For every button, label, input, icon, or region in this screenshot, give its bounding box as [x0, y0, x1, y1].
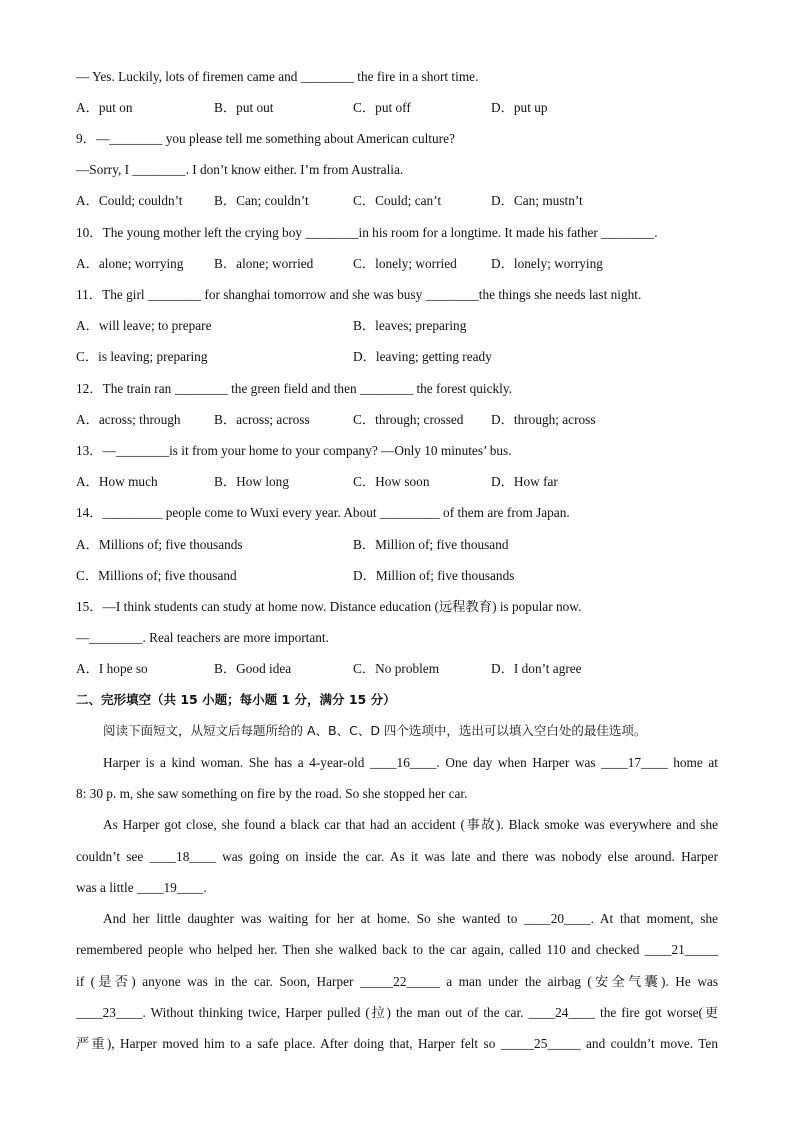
- option-d: D．leaving; getting ready: [353, 349, 492, 364]
- cloze-instructions: 阅读下面短文，从短文后每题所给的 A、B、C、D 四个选项中，选出可以填入空白处的最佳选项。: [103, 723, 647, 738]
- passage-line: ____23____. Without thinking twice, Harper pulled (拉) the man out of the car. ____24____ the fire got worse(更: [76, 1005, 718, 1020]
- option-c: C．Millions of; five thousand: [76, 568, 237, 583]
- option-a: A．alone; worrying: [76, 256, 184, 271]
- question-12-stem: 12．The train ran ________ the green field and then ________ the forest quickly.: [76, 381, 512, 396]
- option-a: A．I hope so: [76, 661, 148, 676]
- option-b: B．How long: [214, 474, 289, 489]
- option-d: D．lonely; worrying: [491, 256, 603, 271]
- passage-line: 严重), Harper moved him to a safe place. After doing that, Harper felt so _____25_____ and couldn’t move. Ten: [76, 1036, 718, 1051]
- option-b: B．leaves; preparing: [353, 318, 467, 333]
- option-b: B．Million of; five thousand: [353, 537, 509, 552]
- option-d: D．Can; mustn’t: [491, 193, 583, 208]
- question-13-stem: 13．—________is it from your home to your company? —Only 10 minutes’ bus.: [76, 443, 512, 458]
- passage-line: As Harper got close, she found a black car that had an accident (事故). Black smoke was everywhere and she: [103, 817, 718, 832]
- option-c: C．No problem: [353, 661, 440, 676]
- option-a: A．put on: [76, 100, 133, 115]
- option-b: B．across; across: [214, 412, 310, 427]
- option-c: C．put off: [353, 100, 411, 115]
- passage-line: was a little ____19____.: [76, 880, 207, 895]
- option-d: D．I don’t agree: [491, 661, 582, 676]
- option-a: A．across; through: [76, 412, 181, 427]
- option-b: B．put out: [214, 100, 274, 115]
- question-11-stem: 11．The girl ________ for shanghai tomorrow and she was busy ________the things she needs last night.: [76, 287, 642, 302]
- passage-line: Harper is a kind woman. She has a 4-year-old ____16____. One day when Harper was ____17____ home at: [103, 755, 718, 770]
- passage-line: couldn’t see ____18____ was going on inside the car. As it was late and there was nobody else around. Harper: [76, 849, 718, 864]
- question-10-stem: 10．The young mother left the crying boy ________in his room for a longtime. It made his father ________.: [76, 225, 658, 240]
- option-d: D．put up: [491, 100, 548, 115]
- question-15-stem: 15．—I think students can study at home now. Distance education (远程教育) is popular now.: [76, 599, 582, 614]
- option-d: D．through; across: [491, 412, 596, 427]
- option-b: B．Can; couldn’t: [214, 193, 309, 208]
- option-b: B．alone; worried: [214, 256, 314, 271]
- option-b: B．Good idea: [214, 661, 292, 676]
- passage-line: remembered people who helped her. Then she walked back to the car again, called 110 and checked ____21_____: [76, 942, 718, 957]
- option-a: A．will leave; to prepare: [76, 318, 212, 333]
- option-c: C．is leaving; preparing: [76, 349, 208, 364]
- question-15-reply: —________. Real teachers are more important.: [76, 630, 329, 645]
- passage-line: 8: 30 p. m, she saw something on fire by the road. So she stopped her car.: [76, 786, 468, 801]
- option-a: A．Millions of; five thousands: [76, 537, 243, 552]
- option-a: A．How much: [76, 474, 158, 489]
- option-c: C．through; crossed: [353, 412, 464, 427]
- question-14-stem: 14．_________ people come to Wuxi every year. About _________ of them are from Japan.: [76, 505, 570, 520]
- question-8-answer-line: — Yes. Luckily, lots of firemen came and ________ the fire in a short time.: [76, 69, 479, 84]
- option-c: C．How soon: [353, 474, 430, 489]
- option-d: D．How far: [491, 474, 558, 489]
- option-d: D．Million of; five thousands: [353, 568, 515, 583]
- passage-line: if (是否) anyone was in the car. Soon, Harper _____22_____ a man under the airbag (安全气囊). He was: [76, 974, 718, 989]
- option-c: C．Could; can’t: [353, 193, 442, 208]
- question-9-reply: —Sorry, I ________. I don’t know either. I’m from Australia.: [76, 162, 404, 177]
- passage-line: And her little daughter was waiting for her at home. So she wanted to ____20____. At that moment, she: [103, 911, 718, 926]
- section-heading-cloze: 二、完形填空（共 15 小题；每小题 1 分，满分 15 分）: [76, 692, 396, 707]
- option-a: A．Could; couldn’t: [76, 193, 183, 208]
- option-c: C．lonely; worried: [353, 256, 457, 271]
- question-9-stem: 9．—________ you please tell me something about American culture?: [76, 131, 455, 146]
